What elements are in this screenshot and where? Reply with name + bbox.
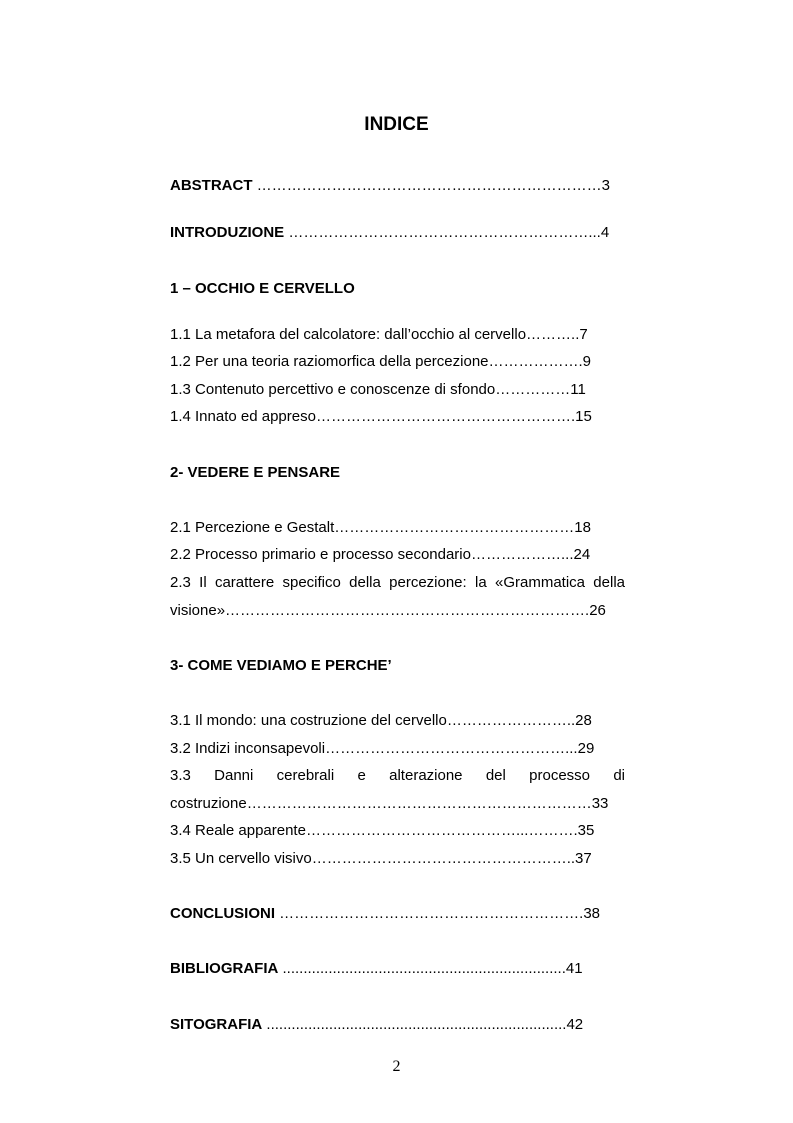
- toc-conclusioni-label: CONCLUSIONI: [170, 905, 275, 922]
- toc-item-1-2: 1.2 Per una teoria raziomorfica della percezione……………….9: [170, 353, 592, 370]
- chapter-3-heading: 3- COME VEDIAMO E PERCHE’: [170, 657, 392, 674]
- toc-abstract-leader: ……………………………………………………………3: [252, 177, 611, 194]
- toc-item-3-1: 3.1 Il mondo: una costruzione del cervello……………………..28: [170, 712, 592, 729]
- toc-introduzione-leader: ……………………………………………………...4: [284, 224, 610, 241]
- toc-conclusioni-leader: …………………………………………………….38: [275, 905, 601, 922]
- toc-item-2-3: 2.3 Il carattere specifico della percezione: la «Grammatica della: [170, 574, 625, 591]
- toc-item-2-3-cont: visione»……………………………………………………………….26: [170, 602, 606, 619]
- toc-item-2-2: 2.2 Processo primario e processo secondario………………...24: [170, 546, 591, 563]
- page-number: 2: [392, 1058, 401, 1075]
- toc-item-3-5: 3.5 Un cervello visivo……………………………………………..37: [170, 850, 592, 867]
- toc-conclusioni: [170, 904, 625, 924]
- chapter-2-heading: 2- VEDERE E PENSARE: [170, 464, 341, 481]
- toc-item-1-3: 1.3 Contenuto percettivo e conoscenze di sfondo……………11: [170, 381, 586, 398]
- toc-item-2-1: 2.1 Percezione e Gestalt…………………………………………18: [170, 519, 591, 536]
- toc-bibliografia-label: BIBLIOGRAFIA: [170, 960, 279, 977]
- toc-bibliografia: [170, 959, 625, 979]
- toc-abstract: [170, 176, 625, 196]
- toc-sitografia-leader: ........................................................................42: [262, 1016, 584, 1033]
- toc-item-3-3-cont: costruzione……………………………………………………………33: [170, 795, 609, 812]
- toc-abstract-label: ABSTRACT: [170, 177, 253, 194]
- toc-item-3-2: 3.2 Indizi inconsapevoli…………………………………………...29: [170, 740, 595, 757]
- toc-item-3-3: 3.3 Danni cerebrali e alterazione del processo di: [170, 767, 625, 784]
- toc-item-1-4: 1.4 Innato ed appreso…………………………………………….15: [170, 408, 592, 425]
- chapter-1-heading: 1 – OCCHIO E CERVELLO: [170, 280, 355, 297]
- toc-item-1-1: 1.1 La metafora del calcolatore: dall’occhio al cervello………..7: [170, 326, 588, 343]
- toc-sitografia-label: SITOGRAFIA: [170, 1016, 263, 1033]
- toc-sitografia: [170, 1015, 625, 1035]
- toc-introduzione: [170, 223, 625, 243]
- toc-introduzione-label: INTRODUZIONE: [170, 224, 285, 241]
- toc-bibliografia-leader: ....................................................................41: [278, 960, 583, 977]
- toc-item-3-4: 3.4 Reale apparente……………………………………...……….35: [170, 822, 595, 839]
- page-title: INDICE: [364, 114, 429, 135]
